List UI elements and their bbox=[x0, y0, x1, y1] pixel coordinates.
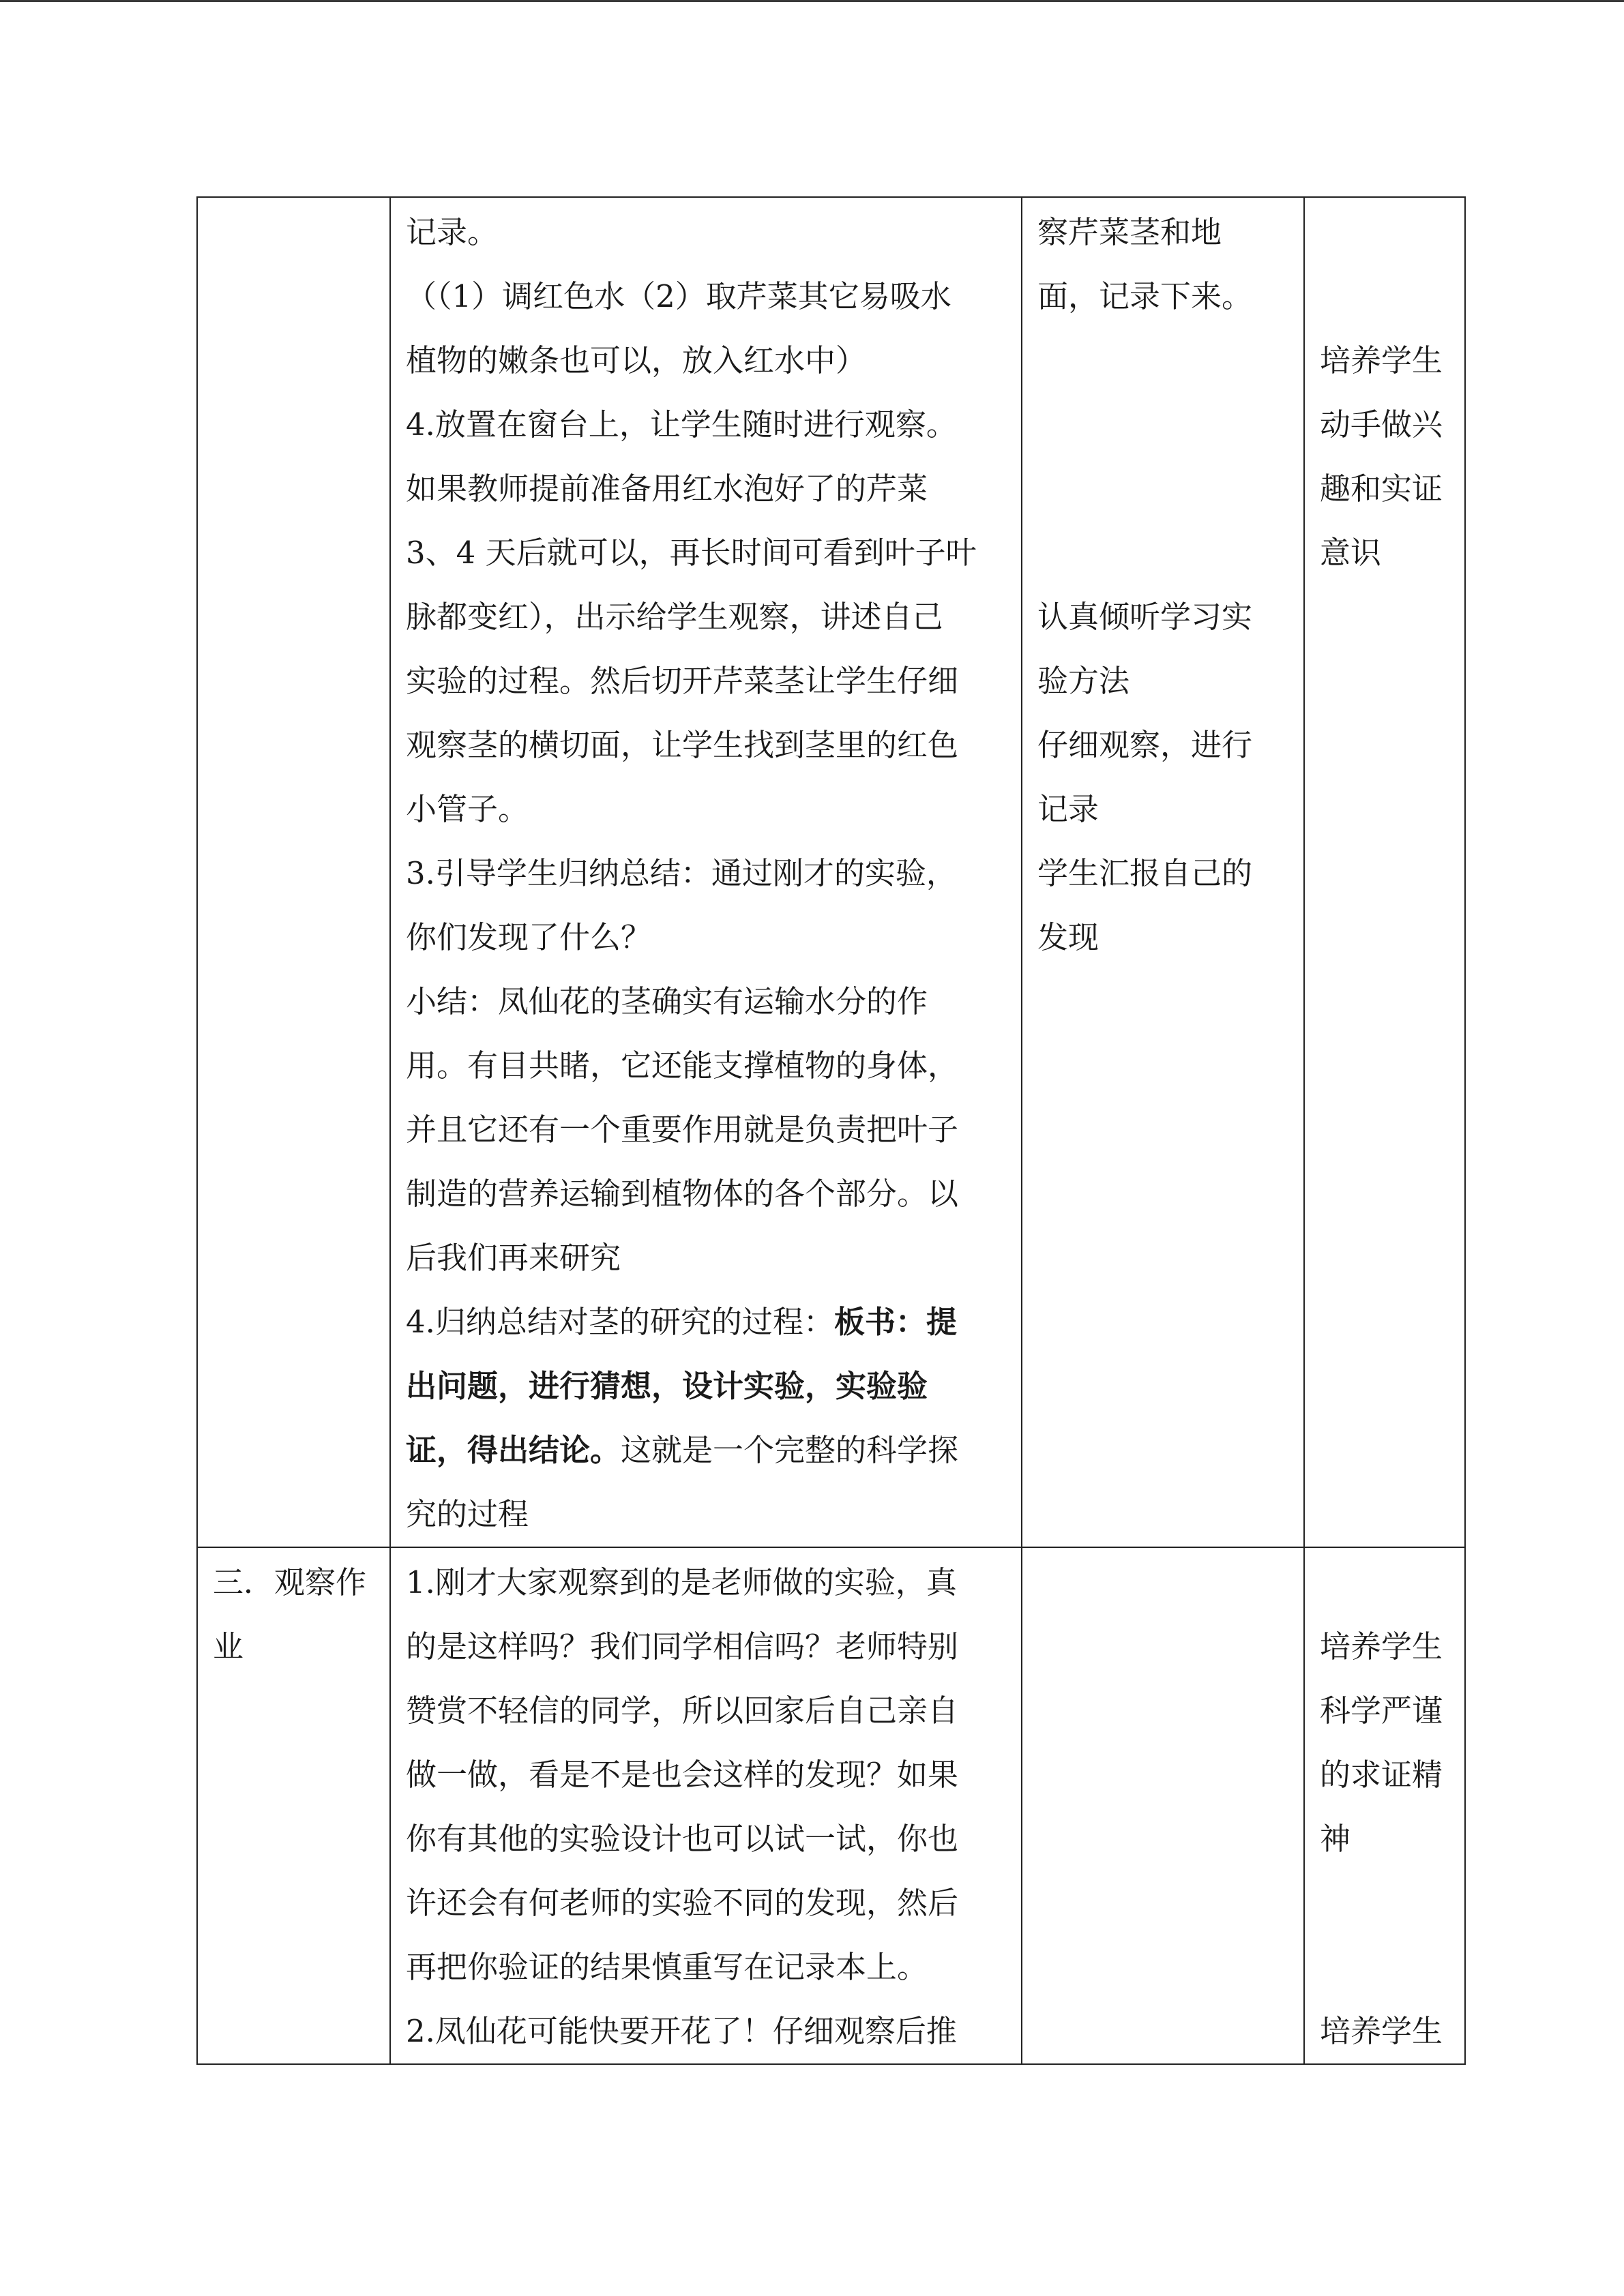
text-line bbox=[406, 1935, 1013, 1999]
text-line bbox=[406, 393, 1013, 457]
design-intent-cell bbox=[1304, 197, 1465, 1547]
text-segment: 用。有目共睹，它还能支撑植物的身体， bbox=[406, 1047, 959, 1084]
bold-text: 出问题，进行猜想，设计实验，实验验 bbox=[406, 1368, 928, 1404]
text-line bbox=[406, 1290, 1013, 1354]
blank-line bbox=[1320, 200, 1456, 265]
text-segment: 再把你验证的结果慎重写在记录本上。 bbox=[406, 1949, 928, 1985]
bold-text: 板书：提 bbox=[833, 1304, 957, 1340]
text-segment: 做一做，看是不是也会这样的发现？如果 bbox=[406, 1757, 959, 1793]
text-line: 发现 bbox=[1037, 919, 1099, 955]
text-line bbox=[406, 1034, 1013, 1098]
text-line bbox=[406, 970, 1013, 1034]
blank-line bbox=[1037, 329, 1295, 393]
text-line: 培养学生 bbox=[1320, 2013, 1443, 2049]
text-line bbox=[406, 906, 1013, 970]
blank-line bbox=[1320, 1871, 1456, 1935]
text-segment: 3、4 天后就可以，再长时间可看到叶子叶 bbox=[406, 535, 977, 571]
text-line: 仔细观察，进行 bbox=[1037, 727, 1253, 763]
text-line: 神 bbox=[1320, 1821, 1351, 1857]
text-line bbox=[406, 841, 1013, 906]
blank-line bbox=[1320, 1935, 1456, 1999]
text-line bbox=[406, 777, 1013, 841]
text-segment: 赞赏不轻信的同学，所以回家后自己亲自 bbox=[406, 1693, 959, 1729]
text-line bbox=[406, 1615, 1013, 1679]
text-segment: 后我们再来研究 bbox=[406, 1240, 621, 1276]
text-line: 科学严谨 bbox=[1320, 1693, 1443, 1729]
text-line: 察芹菜茎和地 bbox=[1037, 214, 1222, 250]
text-line bbox=[406, 1482, 1013, 1547]
text-line: 学生汇报自己的 bbox=[1037, 855, 1253, 891]
blank-line bbox=[1320, 1551, 1456, 1615]
text-line bbox=[406, 457, 1013, 521]
blank-line bbox=[1037, 393, 1295, 457]
text-line: 趣和实证 bbox=[1320, 471, 1443, 507]
text-segment: 2.凤仙花可能快要开花了！仔细观察后推 bbox=[406, 2013, 957, 2049]
text-segment: 并且它还有一个重要作用就是负责把叶子 bbox=[406, 1112, 959, 1148]
text-line: 动手做兴 bbox=[1320, 406, 1443, 443]
text-line: 面，记录下来。 bbox=[1037, 278, 1253, 314]
text-segment: 如果教师提前准备用红水泡好了的芹菜 bbox=[406, 471, 928, 507]
text-line bbox=[406, 1807, 1013, 1871]
text-line bbox=[406, 1098, 1013, 1162]
text-line: 培养学生 bbox=[1320, 1628, 1443, 1665]
text-segment: 观察茎的横切面，让学生找到茎里的红色 bbox=[406, 727, 959, 763]
text-segment: 你有其他的实验设计也可以试一试，你也 bbox=[406, 1821, 959, 1857]
text-line bbox=[406, 521, 1013, 585]
text-line: 培养学生 bbox=[1320, 342, 1443, 378]
text-segment: 4.归纳总结对茎的研究的过程： bbox=[406, 1304, 834, 1340]
text-line: 记录 bbox=[1037, 791, 1099, 827]
text-segment: 4.放置在窗台上，让学生随时进行观察。 bbox=[406, 406, 957, 443]
text-segment: （（1）调红色水（2）取芹菜其它易吸水 bbox=[406, 278, 951, 314]
text-line bbox=[406, 1551, 1013, 1615]
text-segment: 究的过程 bbox=[406, 1496, 529, 1532]
text-segment: 实验的过程。然后切开芹菜茎让学生仔细 bbox=[406, 663, 959, 699]
text-line: 业 bbox=[213, 1628, 244, 1665]
bold-text: 证，得出结论。 bbox=[406, 1432, 621, 1468]
stage-cell bbox=[197, 1547, 390, 2064]
text-segment: 3.引导学生归纳总结：通过刚才的实验， bbox=[406, 855, 957, 891]
text-line bbox=[406, 200, 1013, 265]
text-line: 验方法 bbox=[1037, 663, 1130, 699]
text-segment: 1.刚才大家观察到的是老师做的实验，真 bbox=[406, 1564, 957, 1600]
text-segment: 脉都变红），出示给学生观察，讲述自己 bbox=[406, 599, 943, 635]
teacher-activity-cell bbox=[390, 197, 1022, 1547]
text-segment: 小结：凤仙花的茎确实有运输水分的作 bbox=[406, 983, 928, 1019]
blank-line bbox=[1037, 521, 1295, 585]
text-line bbox=[406, 1162, 1013, 1226]
text-segment: 植物的嫩条也可以，放入红水中） bbox=[406, 342, 867, 378]
text-line bbox=[406, 329, 1013, 393]
table-row bbox=[197, 197, 1465, 1547]
blank-line bbox=[1320, 265, 1456, 329]
lesson-plan-table bbox=[196, 196, 1466, 2065]
text-line bbox=[406, 585, 1013, 649]
text-segment: 许还会有何老师的实验不同的发现，然后 bbox=[406, 1885, 959, 1921]
student-activity-cell bbox=[1022, 1547, 1304, 2064]
text-line bbox=[406, 713, 1013, 777]
text-line: 的求证精 bbox=[1320, 1757, 1443, 1793]
text-segment: 制造的营养运输到植物体的各个部分。以 bbox=[406, 1176, 959, 1212]
text-line bbox=[406, 1226, 1013, 1290]
text-segment: 的是这样吗？我们同学相信吗？老师特别 bbox=[406, 1628, 959, 1665]
text-line: 意识 bbox=[1320, 535, 1382, 571]
page-top-border bbox=[0, 0, 1624, 2]
stage-cell bbox=[197, 197, 390, 1547]
text-line: 认真倾听学习实 bbox=[1037, 599, 1253, 635]
student-activity-cell bbox=[1022, 197, 1304, 1547]
text-line bbox=[406, 1354, 1013, 1418]
text-line bbox=[406, 1418, 1013, 1482]
text-segment: 小管子。 bbox=[406, 791, 529, 827]
text-line: 三．观察作 bbox=[213, 1564, 367, 1600]
text-line bbox=[406, 1871, 1013, 1935]
text-line bbox=[406, 1999, 1013, 2063]
text-segment: 记录。 bbox=[406, 214, 499, 250]
text-line bbox=[406, 649, 1013, 713]
teacher-activity-cell bbox=[390, 1547, 1022, 2064]
blank-line bbox=[1037, 457, 1295, 521]
design-intent-cell bbox=[1304, 1547, 1465, 2064]
table-row bbox=[197, 1547, 1465, 2064]
text-line bbox=[406, 265, 1013, 329]
text-segment: 你们发现了什么？ bbox=[406, 919, 652, 955]
text-line bbox=[406, 1679, 1013, 1743]
text-segment: 这就是一个完整的科学探 bbox=[621, 1432, 959, 1468]
text-line bbox=[406, 1743, 1013, 1807]
